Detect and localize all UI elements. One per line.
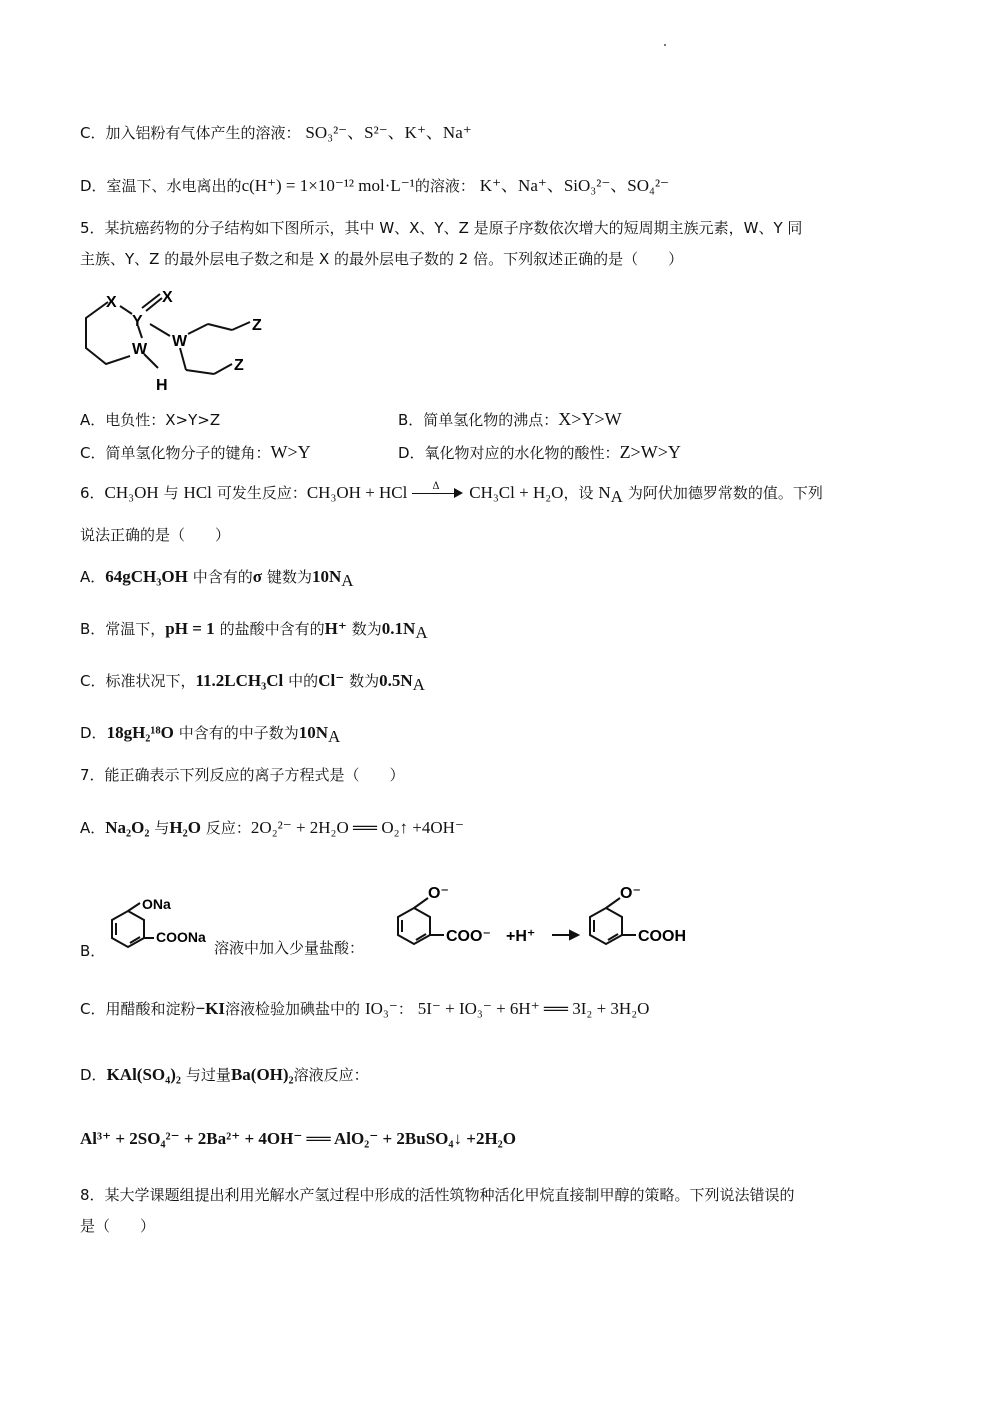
q4-c-ions: SO₃²⁻、S²⁻、K⁺、Na⁺ bbox=[305, 123, 472, 142]
struct-y: Y bbox=[132, 313, 143, 330]
svg-text:COOH: COOH bbox=[638, 928, 686, 945]
q4-d-ions: K⁺、Na⁺、SiO₃²⁻、SO₄²⁻ bbox=[479, 176, 670, 195]
q6-option-b: B．常温下，pH = 1 的盐酸中含有的H⁺ 数为$0.1N_A$ bbox=[80, 619, 428, 643]
q5-stem-line1: 5．某抗癌药物的分子结构如下图所示，其中 W、X、Y、Z 是原子序数依次增大的短周期主族元素，W、Y 同 bbox=[80, 219, 803, 237]
sodium-salicylate-structure bbox=[106, 893, 218, 955]
scan-speck bbox=[664, 44, 666, 46]
svg-text:O⁻: O⁻ bbox=[428, 885, 449, 902]
q4-option-d: D．室温下、水电离出的c(H⁺) = 1×10⁻¹² mol·L⁻¹的溶液： K⁺、Na⁺、SiO₃²⁻、SO₄²⁻ bbox=[80, 176, 670, 195]
svg-text:COONa: COONa bbox=[156, 929, 206, 945]
svg-text:+H⁺: +H⁺ bbox=[506, 928, 536, 945]
svg-text:COO⁻: COO⁻ bbox=[446, 928, 491, 945]
reaction-arrow-heat: Δ bbox=[412, 487, 464, 501]
q5-option-b: B．简单氢化物的沸点：X>Y>W bbox=[398, 409, 622, 429]
struct-x-ring: X bbox=[106, 294, 117, 311]
q5-option-c: C．简单氢化物分子的键角：W>Y bbox=[80, 442, 311, 462]
q8-stem-line1: 8．某大学课题组提出利用光解水产氢过程中形成的活性筑物种活化甲烷直接制甲醇的策略。下列说法错误的 bbox=[80, 1186, 795, 1204]
svg-text:ONa: ONa bbox=[142, 896, 171, 912]
q6-stem-line1: 6．CH₃OH 与 HCl 可发生反应：CH₃OH + HCl Δ CH₃Cl + H₂O，设 $N_A$ 为阿伏加德罗常数的值。下列 bbox=[80, 481, 823, 507]
q8-stem-line2: 是（ ） bbox=[80, 1217, 156, 1235]
q5-stem-line2: 主族、Y、Z 的最外层电子数之和是 X 的最外层电子数的 2 倍。下列叙述正确的是（ ） bbox=[80, 250, 684, 268]
struct-z-bottom: Z bbox=[234, 357, 244, 374]
q6-option-a: A．64gCH₃OH 中含有的σ 键数为$10N_A$ bbox=[80, 567, 354, 591]
q5-option-a: A．电负性：X>Y>Z bbox=[80, 411, 221, 429]
q7-option-d-equation: Al³⁺ + 2SO₄²⁻ + 2Ba²⁺ + 4OH⁻ ══ AlO₂⁻ + 2BuSO₄↓ +2H₂O bbox=[80, 1129, 516, 1148]
struct-w-ring: W bbox=[132, 341, 148, 358]
q5-option-d: D．氧化物对应的水化物的酸性：Z>W>Y bbox=[398, 442, 681, 462]
struct-x-double: X bbox=[162, 289, 173, 306]
struct-z-top: Z bbox=[252, 317, 262, 334]
struct-w-right: W bbox=[172, 333, 188, 350]
struct-h: H bbox=[156, 377, 168, 394]
q5-molecule-structure bbox=[80, 282, 280, 397]
q4-d-formula: c(H⁺) = 1×10⁻¹² mol·L⁻¹ bbox=[241, 176, 415, 195]
q4-option-c: C．加入铝粉有气体产生的溶液： SO₃²⁻、S²⁻、K⁺、Na⁺ bbox=[80, 123, 472, 142]
q6-option-d: D．18gH₂¹⁸O 中含有的中子数为$10N_A$ bbox=[80, 723, 341, 747]
svg-text:O⁻: O⁻ bbox=[620, 885, 641, 902]
salicylate-reaction-structure bbox=[392, 880, 712, 952]
q7-option-b-label: B． bbox=[80, 942, 106, 960]
q7-option-c: C．用醋酸和淀粉−KI溶液检验加碘盐中的 IO₃⁻： 5I⁻ + IO₃⁻ + 6H⁺ ══ 3I₂ + 3H₂O bbox=[80, 999, 650, 1018]
q6-stem-line2: 说法正确的是（ ） bbox=[80, 526, 231, 544]
q7-option-a: A．Na₂O₂ 与H₂O 反应：2O₂²⁻ + 2H₂O ══ O₂↑ +4OH⁻ bbox=[80, 818, 464, 837]
q7-stem: 7．能正确表示下列反应的离子方程式是（ ） bbox=[80, 766, 405, 784]
q7-option-b-text: 溶液中加入少量盐酸： bbox=[214, 939, 365, 957]
q6-option-c: C．标准状况下，11.2LCH₃Cl 中的Cl⁻ 数为$0.5N_A$ bbox=[80, 671, 425, 695]
q7-option-d: D．KAl(SO₄)₂ 与过量Ba(OH)₂溶液反应： bbox=[80, 1065, 369, 1084]
